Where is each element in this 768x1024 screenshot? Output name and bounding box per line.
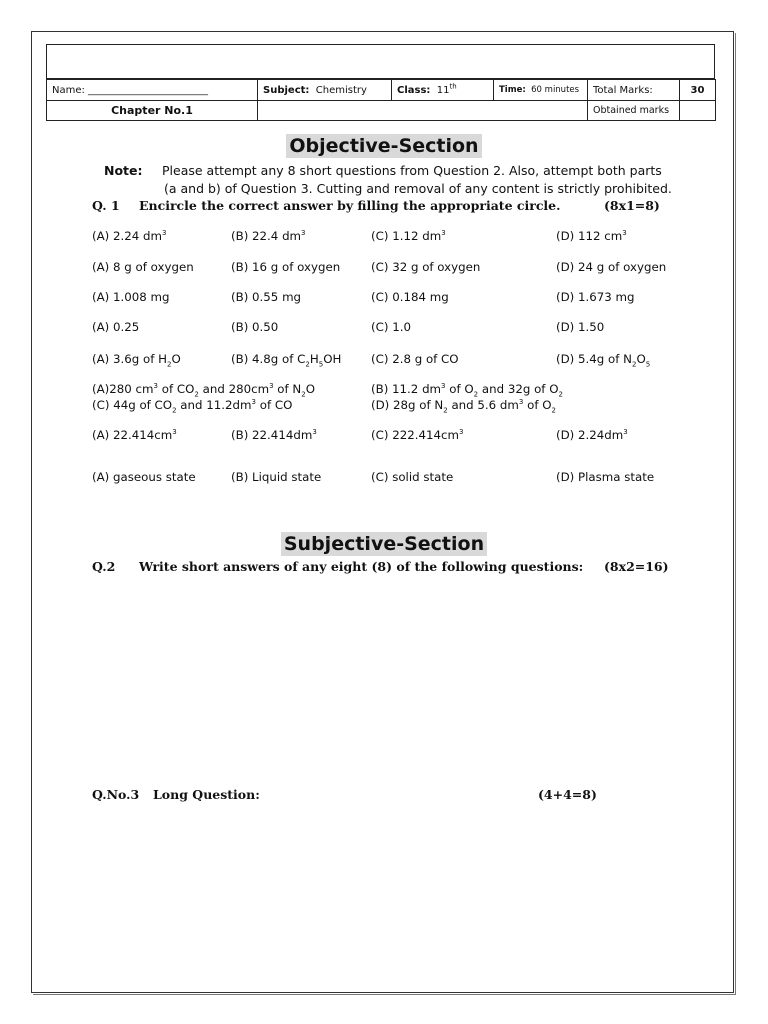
subject-value: Chemistry — [315, 84, 367, 96]
time-label: Time: — [499, 85, 526, 95]
class-label: Class: — [397, 84, 431, 96]
mcq-option-9-0[interactable]: (A) gaseous state — [92, 470, 196, 484]
total-marks-value: 30 — [680, 80, 716, 101]
mcq-option-3-3[interactable]: (D) 1.673 mg — [556, 290, 635, 304]
subject-label: Subject: — [263, 84, 310, 96]
subjective-title-text: Subjective-Section — [281, 532, 487, 556]
mcq-option-3-1[interactable]: (B) 0.55 mg — [231, 290, 302, 304]
q2-marks: (8x2=16) — [604, 559, 669, 574]
total-marks-label: Total Marks: — [588, 80, 680, 101]
chapter-blank-cell — [258, 101, 588, 121]
note-line2: (a and b) of Question 3. Cutting and removal of any content is strictly prohibited. — [164, 181, 672, 196]
q1-text: Encircle the correct answer by filling the appropriate circle. — [139, 198, 561, 213]
mcq-option-4-3[interactable]: (D) 1.50 — [556, 320, 605, 334]
q3-text: Long Question: — [153, 787, 260, 802]
note-line1: Please attempt any 8 short questions from Question 2. Also, attempt both parts — [162, 163, 662, 178]
header-table — [46, 79, 716, 121]
header-blank-box — [46, 44, 715, 79]
chapter-label: Chapter No.1 — [47, 101, 258, 121]
objective-title-text: Objective-Section — [286, 134, 481, 158]
obtained-marks-value[interactable] — [680, 101, 716, 121]
mcq-option-4-2[interactable]: (C) 1.0 — [371, 320, 411, 334]
mcq-option-8-2[interactable]: (C) $222.414cm^3$ — [371, 428, 464, 442]
class-sup: th — [449, 82, 457, 91]
mcq-option-9-1[interactable]: (B) Liquid state — [231, 470, 322, 484]
mcq-option-1-2[interactable]: (C) 1.12 $dm^3$ — [371, 229, 446, 243]
subjective-title — [0, 533, 768, 555]
mcq-option-3-0[interactable]: (A) 1.008 mg — [92, 290, 170, 304]
mcq-option-7-0[interactable]: (C) 44g of $CO_2$ and $11.2dm^3$ of CO — [92, 398, 293, 415]
subject-cell — [258, 80, 392, 101]
mcq-option-5-0[interactable]: (A) 3.6g of $H_2O$ — [92, 352, 181, 369]
mcq-option-5-2[interactable]: (C) 2.8 g of CO — [371, 352, 459, 366]
mcq-option-1-0[interactable]: (A) 2.24 $dm^3$ — [92, 229, 167, 243]
mcq-option-9-3[interactable]: (D) Plasma state — [556, 470, 655, 484]
class-value: 11 — [436, 84, 450, 96]
mcq-option-2-1[interactable]: (B) 16 g of oxygen — [231, 260, 341, 274]
mcq-option-4-1[interactable]: (B) 0.50 — [231, 320, 279, 334]
objective-title — [0, 135, 768, 157]
mcq-option-2-0[interactable]: (A) 8 g of oxygen — [92, 260, 194, 274]
name-field[interactable]: Name: ________________________ — [47, 80, 258, 101]
time-value: 60 minutes — [531, 85, 580, 95]
note — [104, 162, 704, 198]
q2-text: Write short answers of any eight (8) of the following questions: — [139, 559, 584, 574]
time-cell — [494, 80, 588, 101]
mcq-option-7-1[interactable]: (D) 28g of $N_2$ and 5.6 $dm^3$ of $O_2$ — [371, 398, 556, 415]
mcq-option-4-0[interactable]: (A) 0.25 — [92, 320, 140, 334]
q1-number: Q. 1 — [92, 198, 120, 213]
mcq-option-1-1[interactable]: (B) 22.4 $dm^3$ — [231, 229, 306, 243]
note-label: Note: — [104, 163, 143, 178]
q3-marks: (4+4=8) — [538, 787, 597, 802]
mcq-option-6-1[interactable]: (B) 11.2 $dm^3$ of $O_2$ and 32g of $O_2$ — [371, 382, 563, 399]
mcq-option-8-0[interactable]: (A) $22.414cm^3$ — [92, 428, 177, 442]
mcq-option-9-2[interactable]: (C) solid state — [371, 470, 454, 484]
q2-number: Q.2 — [92, 559, 116, 574]
mcq-option-5-1[interactable]: (B) 4.8g of $C_2H_5OH$ — [231, 352, 342, 369]
mcq-option-2-2[interactable]: (C) 32 g of oxygen — [371, 260, 481, 274]
class-cell — [392, 80, 494, 101]
mcq-option-5-3[interactable]: (D) 5.4g of $N_2O_5$ — [556, 352, 651, 369]
mcq-option-2-3[interactable]: (D) 24 g of oxygen — [556, 260, 667, 274]
mcq-option-8-3[interactable]: (D) $2.24dm^3$ — [556, 428, 628, 442]
mcq-option-8-1[interactable]: (B) $22.414dm^3$ — [231, 428, 317, 442]
mcq-option-6-0[interactable]: (A)280 $cm^3$ of $CO_2$ and $280cm^3$ of $N_2O$ — [92, 382, 316, 399]
q1-marks: (8x1=8) — [604, 198, 660, 213]
mcq-option-1-3[interactable]: (D) 112 $cm^3$ — [556, 229, 627, 243]
q3-number: Q.No.3 — [92, 787, 140, 802]
mcq-option-3-2[interactable]: (C) 0.184 mg — [371, 290, 449, 304]
obtained-marks-label: Obtained marks — [588, 101, 680, 121]
